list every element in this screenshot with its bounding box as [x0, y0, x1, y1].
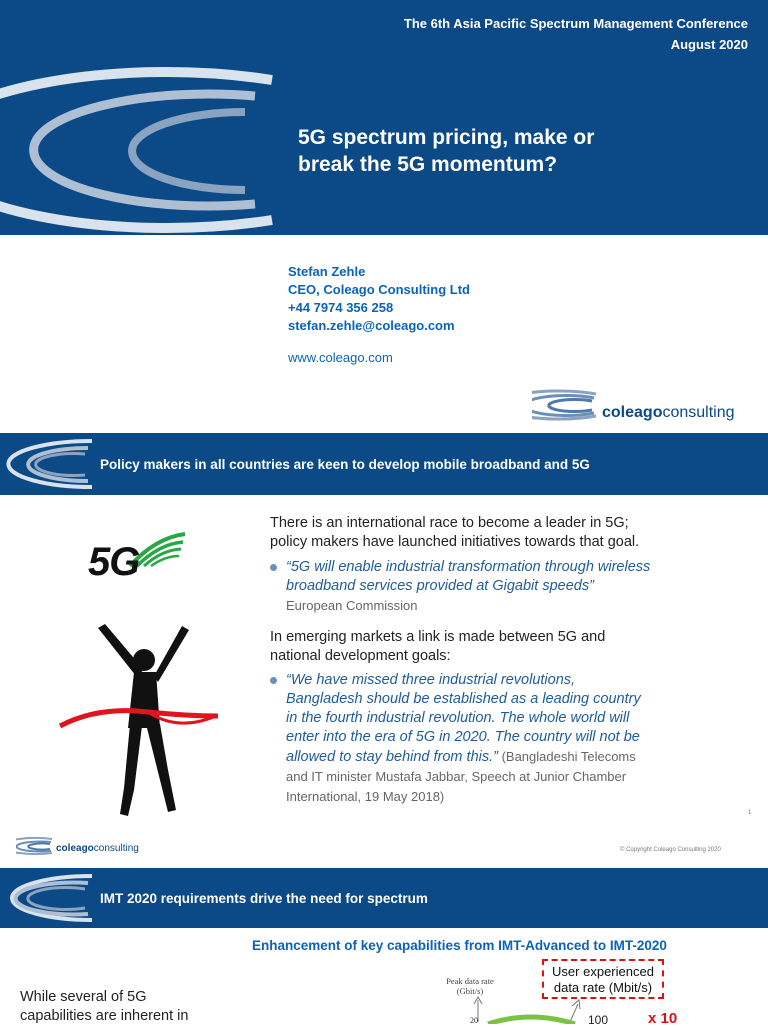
quote-source: European Commission: [286, 598, 418, 613]
five-g-logo-text: 5G: [88, 540, 140, 584]
bullet-icon: [270, 564, 277, 571]
copyright-notice: © Copyright Coleago Consulting 2020: [620, 847, 721, 853]
coleago-logo-wordmark: coleagoconsulting: [56, 843, 139, 854]
intro-paragraph-2: In emerging markets a link is made between 5G and national development goals:: [270, 629, 606, 664]
slide3-header-band: [0, 868, 768, 928]
website-link[interactable]: www.coleago.com: [288, 350, 393, 365]
title-line-2: break the 5G momentum?: [298, 153, 558, 176]
title-line-1: 5G spectrum pricing, make or: [298, 126, 595, 149]
coleago-arcs-graphic: [0, 433, 100, 495]
coleago-logo-wordmark: coleagoconsulting: [602, 404, 735, 421]
multiplier-label: x 10: [648, 1010, 678, 1027]
slide2-header-band: [0, 433, 768, 495]
conference-name: The 6th Asia Pacific Spectrum Management Conference: [403, 16, 748, 31]
quote-european-commission: “5G will enable industrial transformation through wireless broadband services provided at Gigabit speeds” European Commission: [286, 559, 651, 613]
peak-rate-tick-label: 20: [470, 1016, 478, 1025]
slide3-body-text: While several of 5G capabilities are inherent in: [20, 989, 189, 1024]
slide3-title: IMT 2020 requirements drive the need for spectrum: [100, 891, 428, 906]
peak-data-rate-label: Peak data rate (Gbit/s): [446, 976, 494, 996]
coleago-arcs-graphic: [0, 868, 100, 928]
page-number: 1: [748, 810, 752, 816]
presenter-role: CEO, Coleago Consulting Ltd: [288, 282, 470, 297]
presentation-title: [298, 124, 738, 178]
presenter-phone: +44 7974 356 258: [288, 300, 394, 315]
quote-source: (Bangladeshi Telecoms: [497, 749, 636, 764]
user-rate-tick-label: 100: [588, 1013, 609, 1027]
intro-paragraph-1: There is an international race to become a leader in 5G; policy makers have launched initiatives towards that goal.: [270, 515, 640, 550]
runner-finish-line-icon: [58, 620, 248, 820]
title-banner: [0, 0, 768, 235]
presenter-email[interactable]: stefan.zehle@coleago.com: [288, 318, 455, 333]
quote-bangladesh-minister: “We have missed three industrial revolutions, Bangladesh should be established as a leading country in the fourth industrial revolution. The whole world will enter into the era of 5G in 2020. The country will not be allowed to stay behind from this.” (Bangladeshi Telecoms and IT minister Mustafa Jabbar, Speech at Junior Chamber International, 19 May 2018): [286, 672, 641, 804]
coleago-arcs-graphic: [0, 0, 300, 235]
slide2-title: Policy makers in all countries are keen to develop mobile broadband and 5G: [100, 457, 590, 472]
coleago-logo-icon: [16, 836, 56, 856]
conference-date: August 2020: [670, 37, 748, 52]
user-experienced-data-rate-label: User experienced data rate (Mbit/s): [552, 964, 654, 995]
slide3-subtitle: Enhancement of key capabilities from IMT-Advanced to IMT-2020: [252, 938, 667, 953]
presenter-name: Stefan Zehle: [288, 264, 366, 279]
coleago-logo-icon: [532, 388, 602, 422]
bullet-icon: [270, 677, 277, 684]
